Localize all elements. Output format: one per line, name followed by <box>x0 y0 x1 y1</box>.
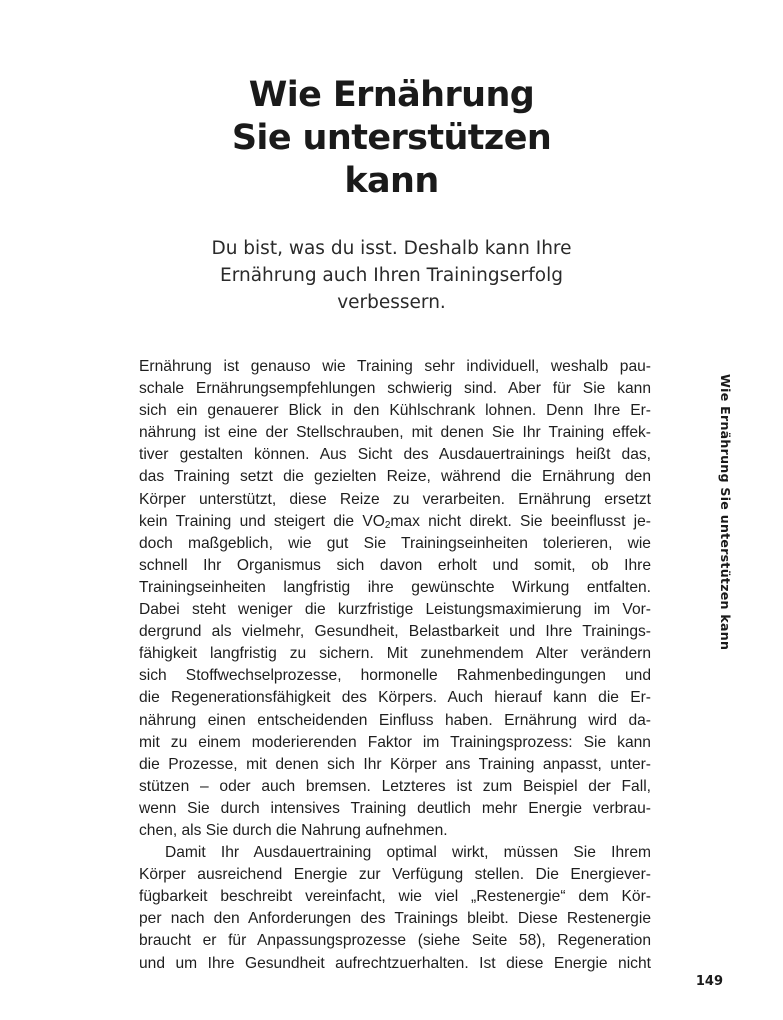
body-line: fügbarkeit beschreibt vereinfacht, wie viel „Restenergie“ dem Kör- <box>139 888 651 906</box>
chapter-title <box>0 74 783 203</box>
body-line: schnell Ihr Organismus sich davon erholt und somit, ob Ihre <box>139 556 651 574</box>
body-line: nährung einen entscheidenden Einfluss haben. Ernährung wird da- <box>139 711 651 729</box>
body-line: Dabei steht weniger die kurzfristige Leistungsmaximierung im Vor- <box>139 601 651 619</box>
page-number: 149 <box>695 974 723 989</box>
body-line: und um Ihre Gesundheit aufrechtzuerhalten. Ist diese Energie nicht <box>139 954 651 972</box>
chapter-title-line: Wie Ernährung <box>248 75 535 115</box>
body-line: die Prozesse, mit denen sich Ihr Körper ans Training anpasst, unter- <box>139 755 651 773</box>
body-line: dergrund als vielmehr, Gesundheit, Belastbarkeit und Ihre Trainings- <box>139 623 651 641</box>
body-line: per nach den Anforderungen des Trainings bleibt. Diese Restenergie <box>139 910 651 928</box>
body-line: braucht er für Anpassungsprozesse (siehe Seite 58), Regeneration <box>139 932 651 950</box>
body-line: Trainingseinheiten langfristig ihre gewünschte Wirkung entfalten. <box>139 578 651 596</box>
body-line: sich Stoffwechselprozesse, hormonelle Rahmenbedingungen und <box>139 667 651 685</box>
body-text <box>139 356 651 975</box>
body-line: sich ein genauerer Blick in den Kühlschrank lohnen. Denn Ihre Er- <box>139 402 651 420</box>
body-line: Körper unterstützt, diese Reize zu verarbeiten. Ernährung ersetzt <box>139 490 651 508</box>
body-line: wenn Sie durch intensives Training deutlich mehr Energie verbrau- <box>139 799 651 817</box>
body-line-vo2max <box>139 511 651 533</box>
body-line: Ernährung ist genauso wie Training sehr individuell, weshalb pau- <box>139 358 651 375</box>
body-line-part: max nicht direkt. Sie beeinflusst je- <box>390 512 651 530</box>
chapter-subtitle-line: verbessern. <box>337 292 446 313</box>
body-line: fähigkeit langfristig zu sichern. Mit zunehmendem Alter verändern <box>139 645 651 663</box>
chapter-title-line: Sie unterstützen <box>231 118 552 158</box>
body-line: schale Ernährungsempfehlungen schwierig sind. Aber für Sie kann <box>139 380 651 398</box>
chapter-title-line: kann <box>344 161 439 201</box>
body-line-part: kein Training und steigert die VO <box>139 512 385 530</box>
chapter-subtitle-line: Ernährung auch Ihren Trainingserfolg <box>220 265 563 286</box>
running-head: Wie Ernährung Sie unterstützen kann <box>718 374 733 651</box>
body-line: mit zu einem moderierenden Faktor im Trainingsprozess: Sie kann <box>139 733 651 751</box>
body-line: stützen – oder auch bremsen. Letzteres ist zum Beispiel der Fall, <box>139 777 651 795</box>
body-line: Damit Ihr Ausdauertraining optimal wirkt, müssen Sie Ihrem <box>165 844 651 862</box>
chapter-subtitle-line: Du bist, was du isst. Deshalb kann Ihre <box>211 238 572 259</box>
chapter-subtitle <box>0 235 783 316</box>
body-line: tiver gestalten können. Aus Sicht des Ausdauertrainings heißt das, <box>139 446 651 464</box>
body-line: Körper ausreichend Energie zur Verfügung stellen. Die Energiever- <box>139 866 651 884</box>
body-line: doch maßgeblich, wie gut Sie Trainingseinheiten tolerieren, wie <box>139 534 651 552</box>
body-line: das Training setzt die gezielten Reize, während die Ernährung den <box>139 468 651 486</box>
body-line: die Regenerationsfähigkeit des Körpers. Auch hierauf kann die Er- <box>139 689 651 707</box>
body-line: chen, als Sie durch die Nahrung aufnehmen. <box>139 821 448 839</box>
body-line: nährung ist eine der Stellschrauben, mit denen Sie Ihr Training effek- <box>139 424 651 442</box>
subscript-2: 2 <box>384 519 391 531</box>
